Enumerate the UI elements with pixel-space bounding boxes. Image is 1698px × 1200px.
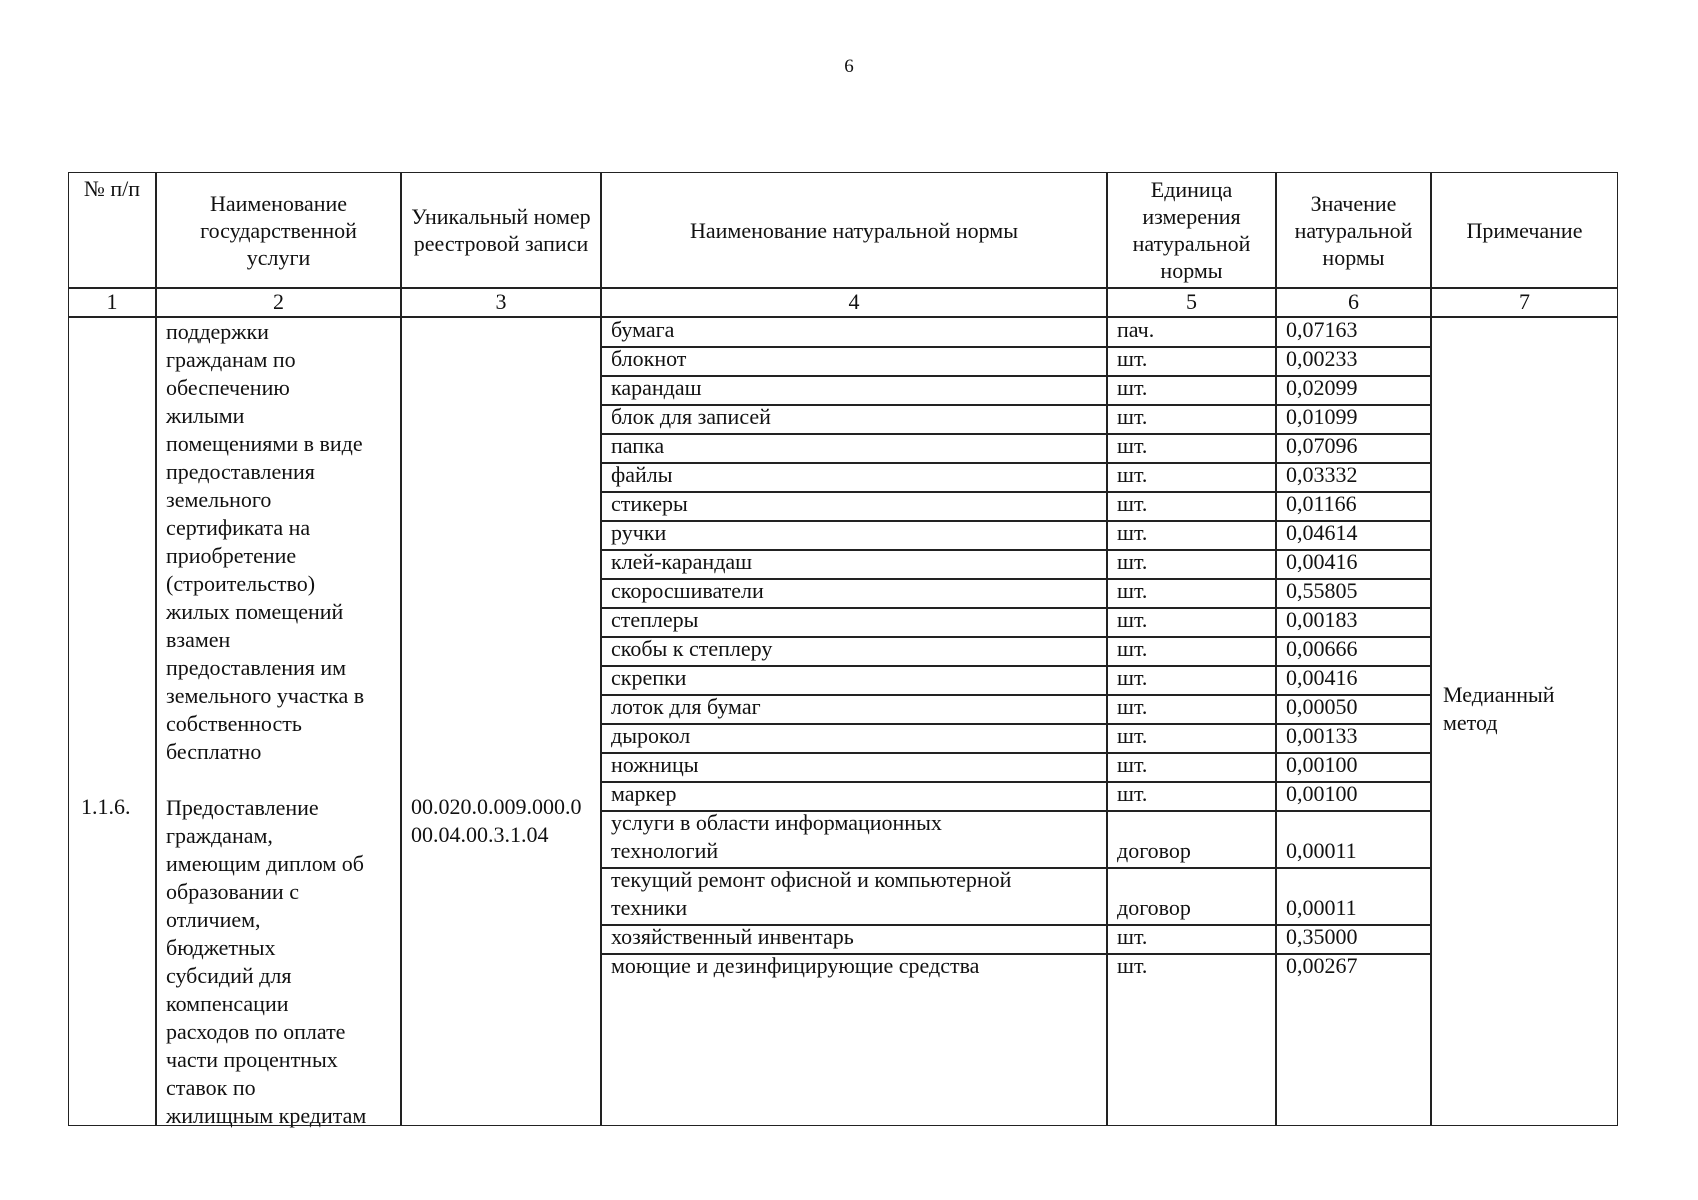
norm-value: 0,02099 bbox=[1286, 375, 1358, 400]
norm-unit: шт. bbox=[1117, 549, 1148, 574]
norm-name bbox=[611, 809, 1101, 865]
norm-name: степлеры bbox=[611, 607, 699, 632]
norm-name: моющие и дезинфицирующие средства bbox=[611, 953, 980, 978]
norm-unit: шт. bbox=[1117, 607, 1148, 632]
note bbox=[1443, 681, 1613, 737]
registry-number bbox=[411, 793, 601, 849]
norm-unit: шт. bbox=[1117, 375, 1148, 400]
norm-name-line1: услуги в области информационных bbox=[611, 810, 942, 835]
header-note-label: Примечание bbox=[1466, 217, 1583, 243]
norm-unit: шт. bbox=[1117, 723, 1148, 748]
norm-value: 0,04614 bbox=[1286, 520, 1358, 545]
header-service-name-label: Наименование государственной услуги bbox=[200, 190, 357, 270]
norm-name: лоток для бумаг bbox=[611, 694, 761, 719]
note-line2: метод bbox=[1443, 710, 1498, 735]
norm-unit: шт. bbox=[1117, 462, 1148, 487]
norm-value: 0,00011 bbox=[1286, 895, 1357, 920]
norm-name: клей-карандаш bbox=[611, 549, 753, 574]
norm-unit: шт. bbox=[1117, 953, 1148, 978]
norm-unit: шт. bbox=[1117, 433, 1148, 458]
norm-name: блокнот bbox=[611, 346, 687, 371]
norm-name: дырокол bbox=[611, 723, 691, 748]
norm-name: бумага bbox=[611, 317, 675, 342]
norm-unit: шт. bbox=[1117, 346, 1148, 371]
norm-value: 0,07163 bbox=[1286, 317, 1358, 342]
header-value bbox=[1277, 173, 1430, 287]
norm-name: маркер bbox=[611, 781, 677, 806]
norm-value: 0,00666 bbox=[1286, 636, 1358, 661]
norm-value: 0,55805 bbox=[1286, 578, 1358, 603]
header-unit-label: Единица измерения натуральной нормы bbox=[1132, 177, 1251, 283]
norm-value: 0,00416 bbox=[1286, 549, 1358, 574]
norm-unit: шт. bbox=[1117, 636, 1148, 661]
column-number: 6 bbox=[1348, 289, 1359, 314]
service-name: поддержки гражданам по обеспечению жилыми помещениями в виде предоставления земельного сертификата на приобретение (строительство) жилых помещений взамен предоставления им земельного участка в собственность бесплатно Предоставление гражданам, имеющим диплом об образовании с отличием, бюджетных субсидий для компенсации расходов по оплате части процентных ставок по жилищным кредитам bbox=[166, 319, 367, 1128]
norm-name-line2: технологий bbox=[611, 838, 719, 863]
norm-value: 0,00011 bbox=[1286, 838, 1357, 863]
registry-number-line2: 00.04.00.3.1.04 bbox=[411, 822, 549, 847]
norm-value: 0,00233 bbox=[1286, 346, 1358, 371]
norm-name: папка bbox=[611, 433, 665, 458]
header-no bbox=[69, 173, 155, 287]
norm-value: 0,07096 bbox=[1286, 433, 1358, 458]
norm-value: 0,00050 bbox=[1286, 694, 1358, 719]
header-registry bbox=[402, 173, 600, 287]
header-value-label: Значение натуральной нормы bbox=[1294, 190, 1413, 270]
norm-value: 0,01166 bbox=[1286, 491, 1357, 516]
norm-unit: шт. bbox=[1117, 665, 1148, 690]
note-line1: Медианный bbox=[1443, 682, 1555, 707]
norm-value: 0,01099 bbox=[1286, 404, 1358, 429]
column-number: 2 bbox=[273, 289, 284, 314]
norm-unit: договор bbox=[1117, 895, 1191, 920]
norm-value: 0,00416 bbox=[1286, 665, 1358, 690]
column-number: 5 bbox=[1186, 289, 1197, 314]
norm-value: 0,00100 bbox=[1286, 752, 1358, 777]
norm-name: скоросшиватели bbox=[611, 578, 764, 603]
norm-unit: шт. bbox=[1117, 404, 1148, 429]
norm-unit: пач. bbox=[1117, 317, 1155, 342]
norm-name: скрепки bbox=[611, 665, 687, 690]
header-unit bbox=[1108, 173, 1275, 287]
norm-name bbox=[611, 866, 1101, 922]
norm-name: блок для записей bbox=[611, 404, 771, 429]
norm-name-line1: текущий ремонт офисной и компьютерной bbox=[611, 867, 1012, 892]
norm-name: карандаш bbox=[611, 375, 702, 400]
header-note bbox=[1432, 173, 1617, 287]
header-no-label: № п/п bbox=[83, 176, 141, 201]
registry-number-line1: 00.020.0.009.000.0 bbox=[411, 794, 582, 819]
norm-name: файлы bbox=[611, 462, 673, 487]
norm-name: стикеры bbox=[611, 491, 688, 516]
header-norm-name-label: Наименование натуральной нормы bbox=[689, 217, 1018, 243]
norm-unit: договор bbox=[1117, 838, 1191, 863]
norm-name: скобы к степлеру bbox=[611, 636, 773, 661]
norm-unit: шт. bbox=[1117, 520, 1148, 545]
header-registry-label: Уникальный номер реестровой записи bbox=[411, 204, 591, 256]
norm-unit: шт. bbox=[1117, 578, 1148, 603]
norm-unit: шт. bbox=[1117, 491, 1148, 516]
norm-value: 0,00183 bbox=[1286, 607, 1358, 632]
norm-value: 0,00133 bbox=[1286, 723, 1358, 748]
column-number: 7 bbox=[1519, 289, 1530, 314]
norms-table bbox=[68, 172, 1618, 1126]
norm-unit: шт. bbox=[1117, 781, 1148, 806]
norm-name-line2: техники bbox=[611, 895, 688, 920]
norm-unit: шт. bbox=[1117, 752, 1148, 777]
column-number: 3 bbox=[495, 289, 507, 314]
norm-name: хозяйственный инвентарь bbox=[611, 924, 854, 949]
norm-name: ручки bbox=[611, 520, 667, 545]
norm-value: 0,00100 bbox=[1286, 781, 1358, 806]
norm-unit: шт. bbox=[1117, 694, 1148, 719]
norm-unit: шт. bbox=[1117, 924, 1148, 949]
header-service-name bbox=[157, 173, 400, 287]
page-number: 6 bbox=[844, 56, 854, 77]
norm-value: 0,03332 bbox=[1286, 462, 1358, 487]
column-number: 1 bbox=[106, 289, 118, 314]
header-norm-name bbox=[602, 173, 1106, 287]
row-number: 1.1.6. bbox=[81, 794, 131, 819]
column-number: 4 bbox=[848, 289, 860, 314]
norm-value: 0,00267 bbox=[1286, 953, 1358, 978]
norm-name: ножницы bbox=[611, 752, 699, 777]
norm-value: 0,35000 bbox=[1286, 924, 1358, 949]
